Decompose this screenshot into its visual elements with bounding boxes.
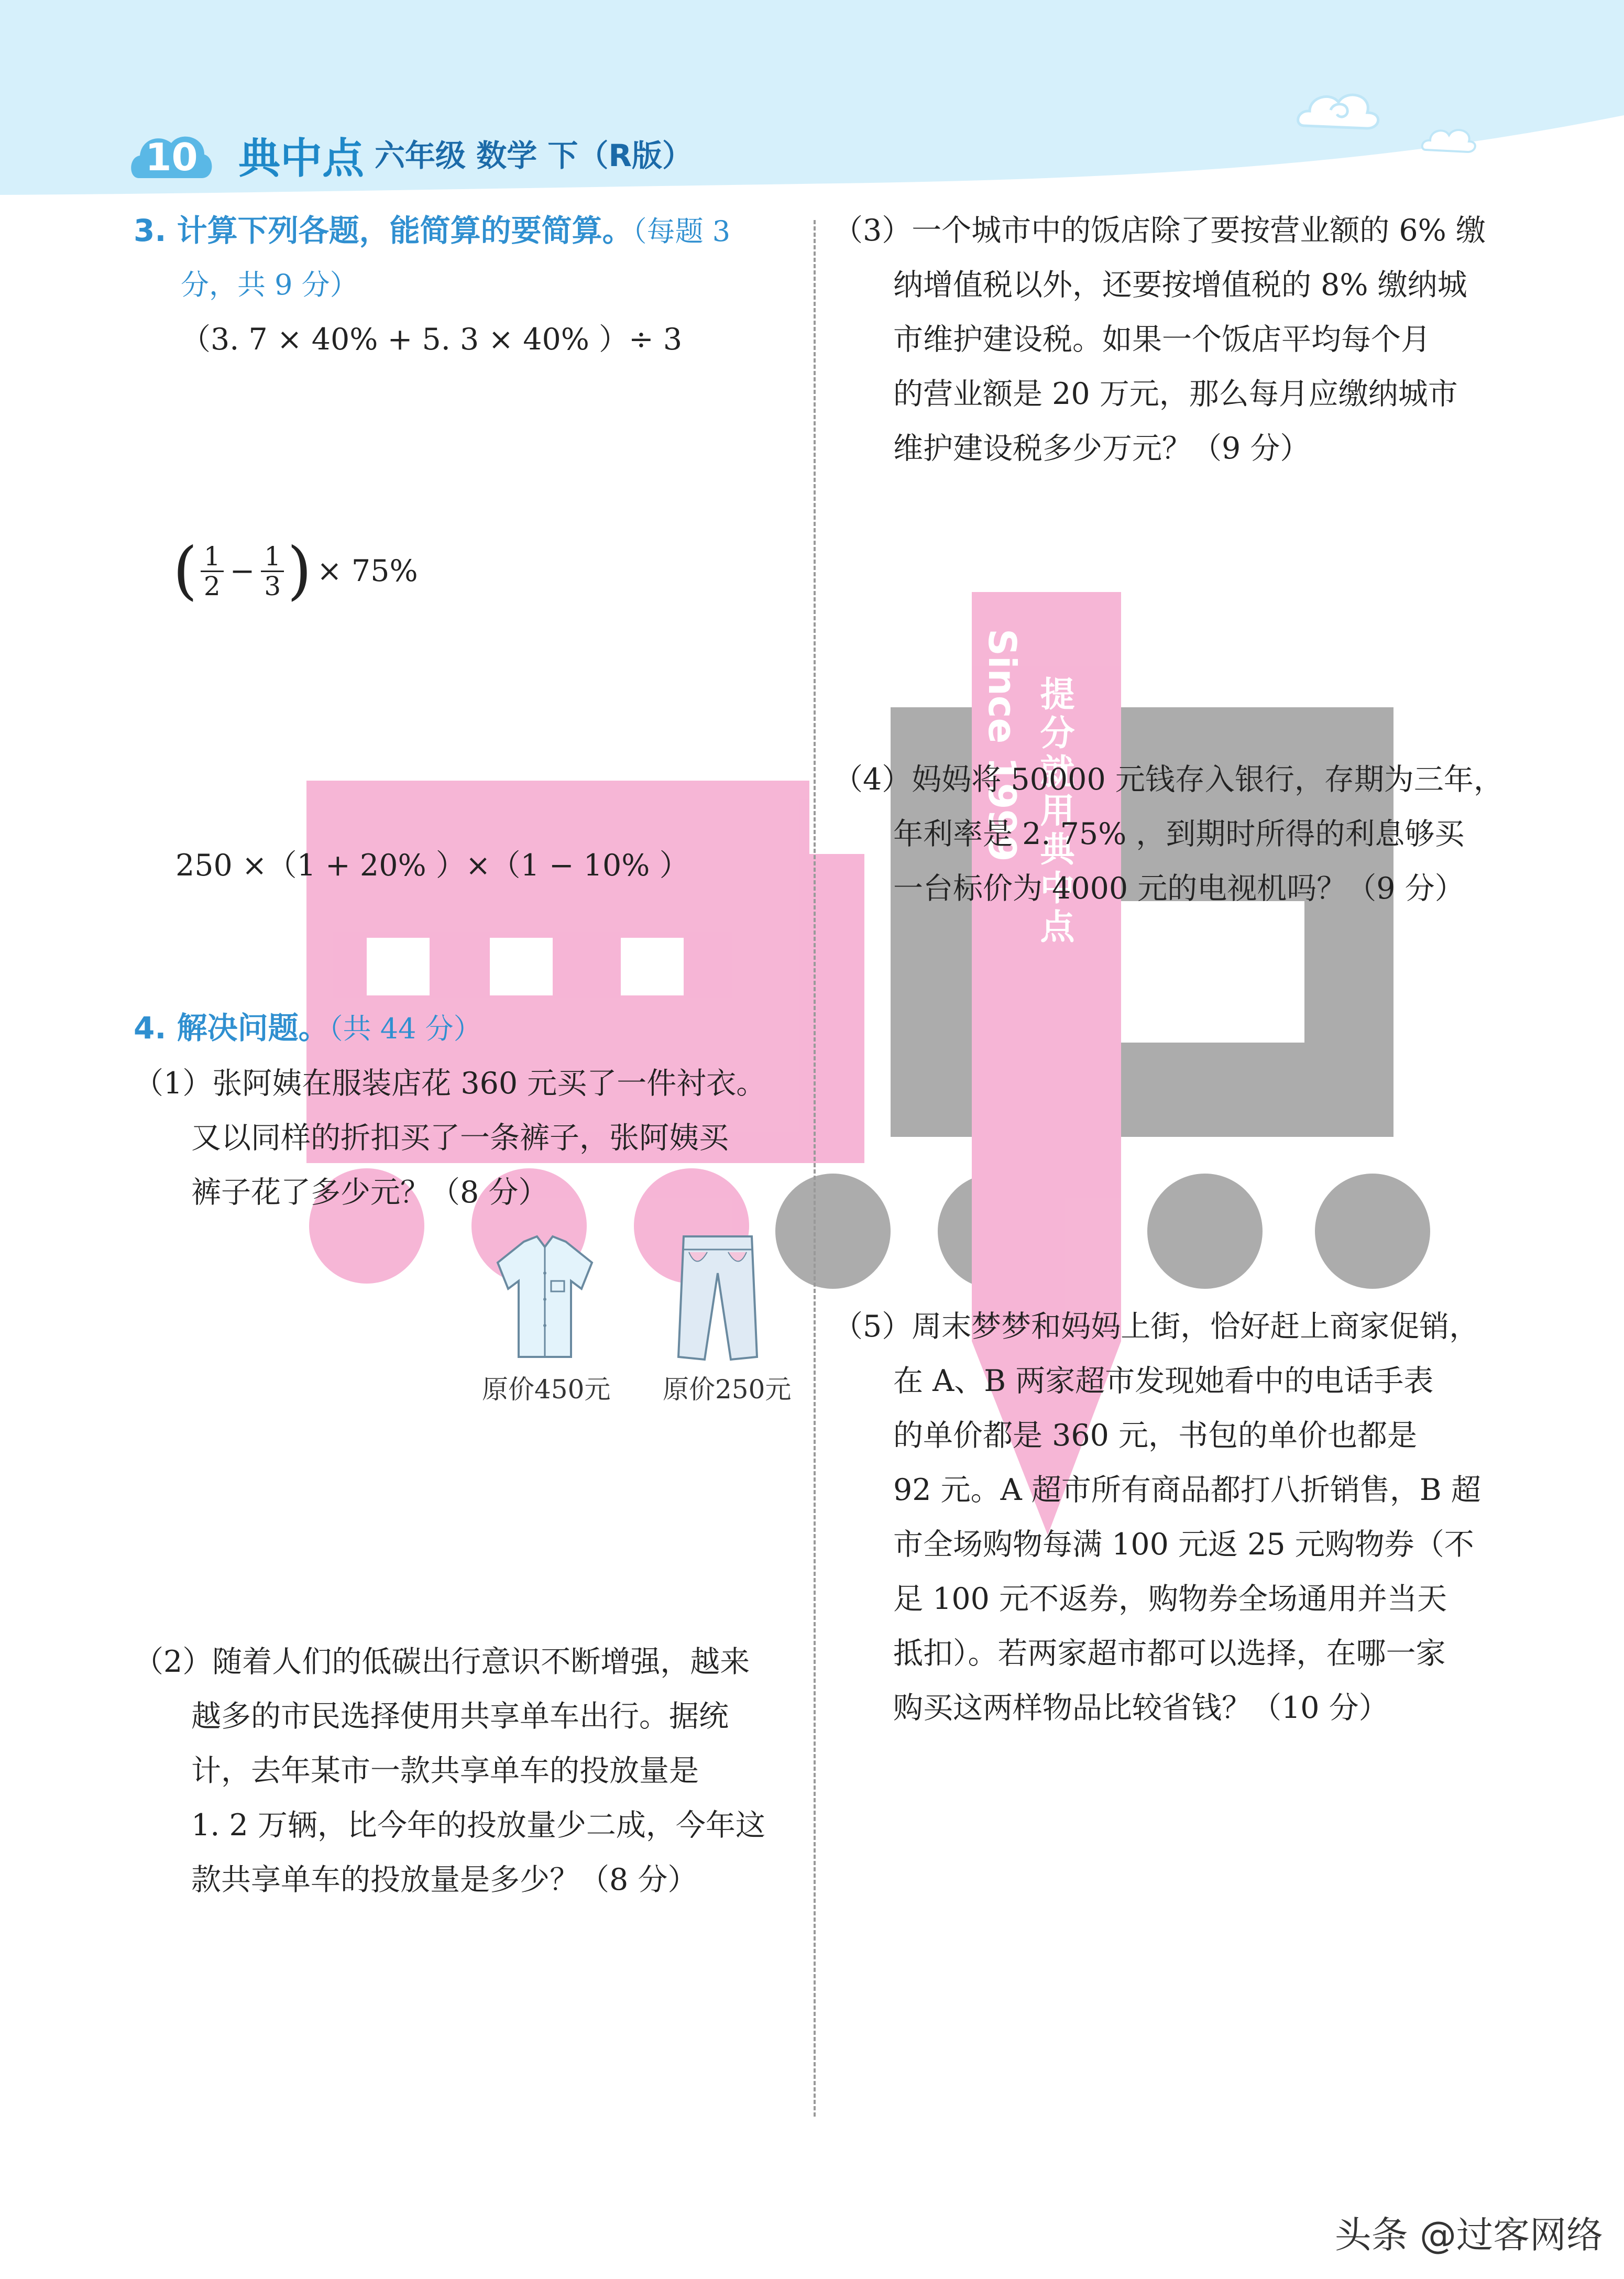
- section3-heading: [134, 203, 730, 259]
- q4-line-3: 一台标价为 4000 元的电视机吗？（9 分）: [893, 871, 1465, 906]
- pants-icon: [665, 1231, 770, 1367]
- watermark-slogan: 提分就用典中点: [1034, 676, 1074, 947]
- watermark-since: Since 1999: [980, 629, 1024, 862]
- expression-2: ( $\frac{1}{2}$ − $\frac{1}{3}$ ) × 75%: [173, 534, 418, 607]
- q4-line-2: 年利率是 2. 75% ，到期时所得的利息够买: [893, 817, 1465, 851]
- q4-line-1: （4）妈妈将 50000 元钱存入银行，存期为三年，: [833, 762, 1504, 797]
- q5-line-3: 的单价都是 360 元，书包的单价也都是: [893, 1418, 1418, 1453]
- q3-line-3: 市维护建设税。如果一个饭店平均每个月: [893, 322, 1431, 357]
- expression-3: 250 ×（1 + 20% ）×（1 − 10% ）: [175, 848, 689, 883]
- section4-title: 4. 解决问题。: [134, 1010, 329, 1046]
- series-title: 六年级 数学 下（R版）: [375, 138, 693, 173]
- fraction-third: $\frac{1}{3}$: [261, 542, 284, 600]
- q2-line-3: 计，去年某市一款共享单车的投放量是: [191, 1754, 699, 1788]
- q1-line-3: 裤子花了多少元？（8 分）: [191, 1175, 548, 1210]
- q3-line-5: 维护建设税多少万元？（9 分）: [893, 431, 1310, 466]
- fraction-half: $\frac{1}{2}$: [201, 542, 224, 600]
- q5-line-8: 购买这两样物品比较省钱？（10 分）: [893, 1691, 1389, 1725]
- shirt-icon: [492, 1231, 597, 1362]
- page-number: 10: [145, 135, 198, 179]
- q5-line-6: 足 100 元不返券，购物券全场通用并当天: [893, 1582, 1447, 1616]
- q2-line-4: 1. 2 万辆，比今年的投放量少二成，今年这: [191, 1808, 765, 1843]
- q3-line-1: （3）一个城市中的饭店除了要按营业额的 6% 缴: [833, 213, 1486, 248]
- q5-line-4: 92 元。A 超市所有商品都打八折销售，B 超: [893, 1473, 1481, 1507]
- pants-price-caption: 原价250元: [663, 1374, 792, 1405]
- brand-logo: 典中点: [238, 134, 364, 183]
- section3-note: （每题 3: [632, 215, 731, 248]
- q2-line-1: （2）随着人们的低碳出行意识不断增强，越来: [134, 1645, 750, 1679]
- q5-line-2: 在 A、B 两家超市发现她看中的电话手表: [893, 1364, 1434, 1398]
- section3-note-cont: 分，共 9 分）: [181, 268, 358, 301]
- shirt-price-caption: 原价450元: [482, 1374, 611, 1405]
- q1-line-1: （1）张阿姨在服装店花 360 元买了一件衬衣。: [134, 1066, 766, 1101]
- q3-line-4: 的营业额是 20 万元，那么每月应缴纳城市: [893, 377, 1458, 411]
- section4-note: （共 44 分）: [328, 1012, 482, 1045]
- footer-credit: 头条 @过客网络: [1334, 2214, 1603, 2256]
- column-divider: [814, 220, 816, 2117]
- section3-title: 3. 计算下列各题，能简算的要简算。: [134, 213, 633, 248]
- expression-1: （3. 7 × 40% + 5. 3 × 40% ）÷ 3: [181, 322, 683, 357]
- q2-line-2: 越多的市民选择使用共享单车出行。据统: [191, 1699, 729, 1734]
- q2-line-5: 款共享单车的投放量是多少？（8 分）: [191, 1862, 698, 1897]
- q5-line-1: （5）周末梦梦和妈妈上街，恰好赶上商家促销，: [833, 1309, 1479, 1344]
- q5-line-5: 市全场购物每满 100 元返 25 元购物券（不: [893, 1527, 1474, 1562]
- section4-heading: [134, 1001, 482, 1056]
- q3-line-2: 纳增值税以外，还要按增值税的 8% 缴纳城: [893, 268, 1467, 302]
- q5-line-7: 抵扣）。若两家超市都可以选择，在哪一家: [893, 1636, 1446, 1671]
- q1-line-2: 又以同样的折扣买了一条裤子，张阿姨买: [191, 1121, 729, 1155]
